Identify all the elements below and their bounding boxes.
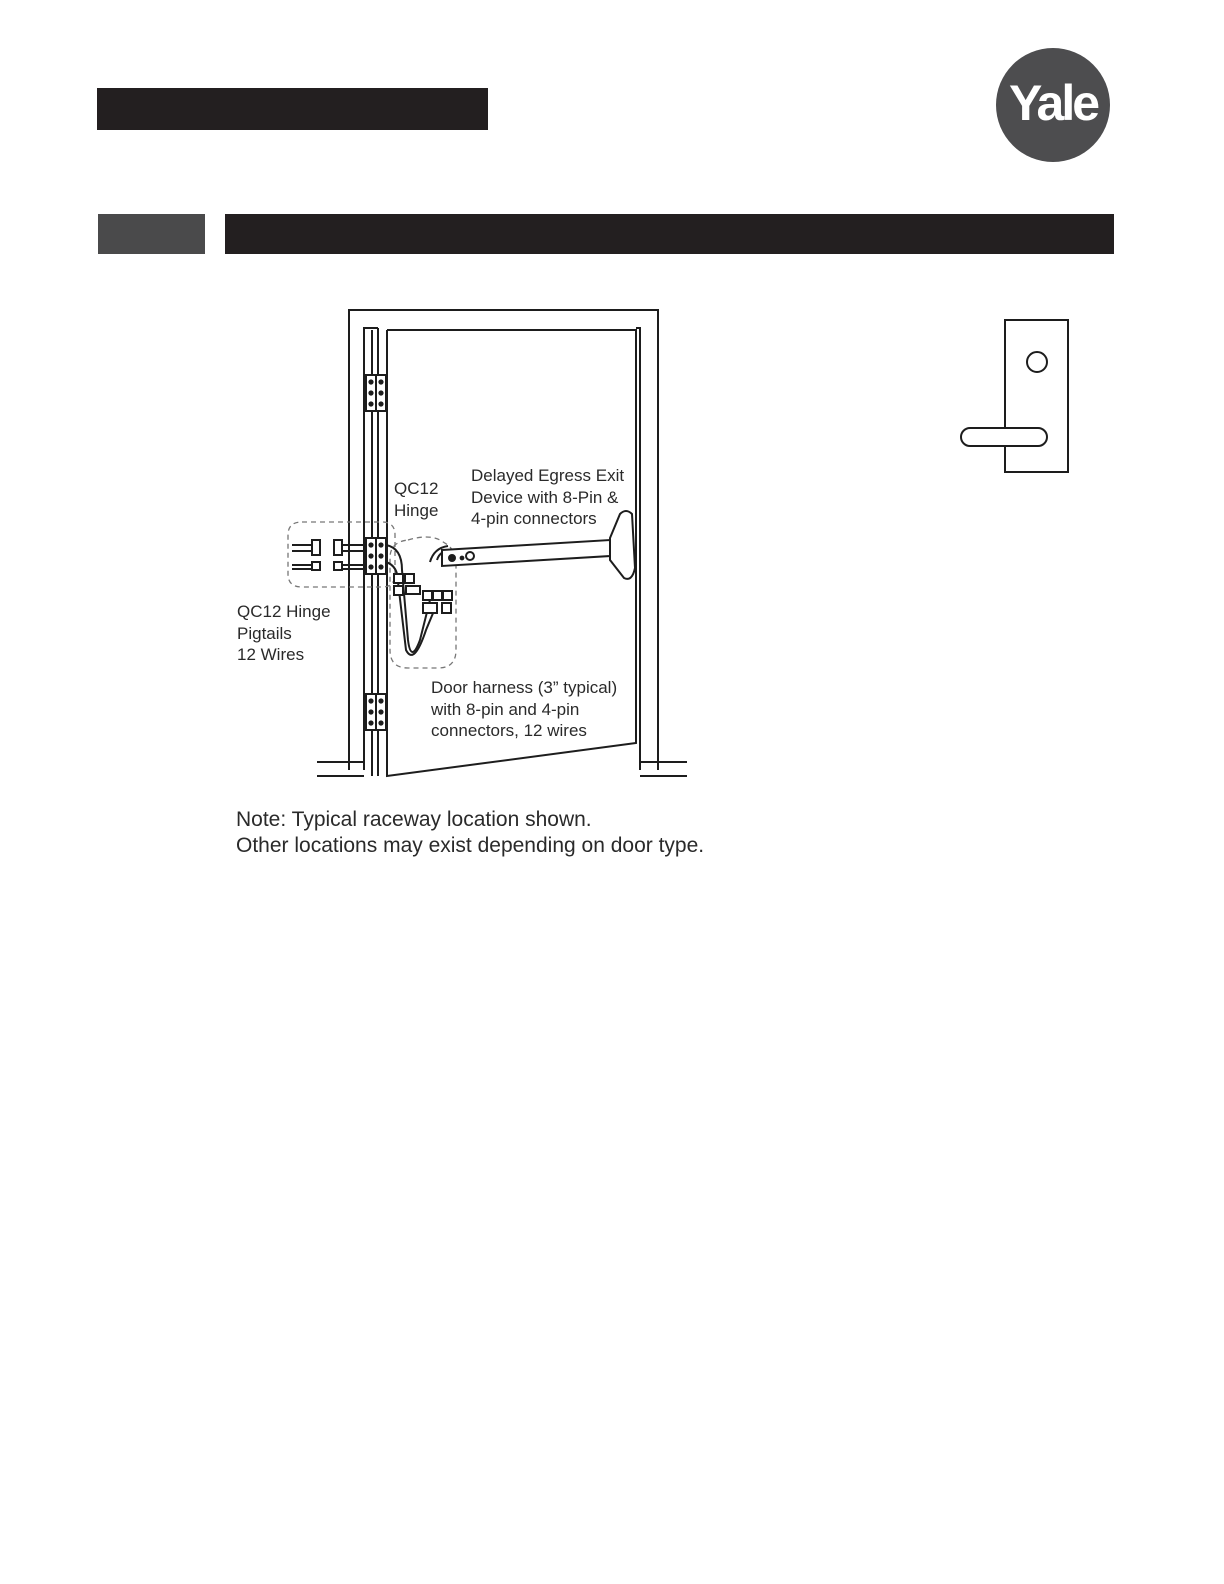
hinge-qc12 (366, 538, 386, 574)
label-qc12-hinge: QC12 Hinge (394, 479, 439, 520)
logo-text: Yale (1008, 75, 1098, 131)
label-exit-device: Delayed Egress Exit Device with 8-Pin & 4-pin connectors (471, 466, 625, 528)
lever-trim-icon (950, 310, 1080, 480)
label-hinge-pigtails: QC12 Hinge Pigtails 12 Wires (237, 602, 331, 664)
section-title-bar (225, 214, 1114, 254)
yale-logo (996, 48, 1110, 162)
hinge-top (366, 375, 386, 411)
hinge-pigtails (292, 540, 366, 570)
header-title-bar (97, 88, 488, 130)
note-line-2: Other locations may exist depending on door type. (236, 834, 705, 857)
hinge-bottom (366, 694, 386, 730)
note-line-1: Note: Typical raceway location shown. (236, 808, 592, 831)
section-number-tab (98, 214, 205, 254)
label-door-harness: Door harness (3” typical) with 8-pin and 4-pin connectors, 12 wires (431, 678, 618, 740)
